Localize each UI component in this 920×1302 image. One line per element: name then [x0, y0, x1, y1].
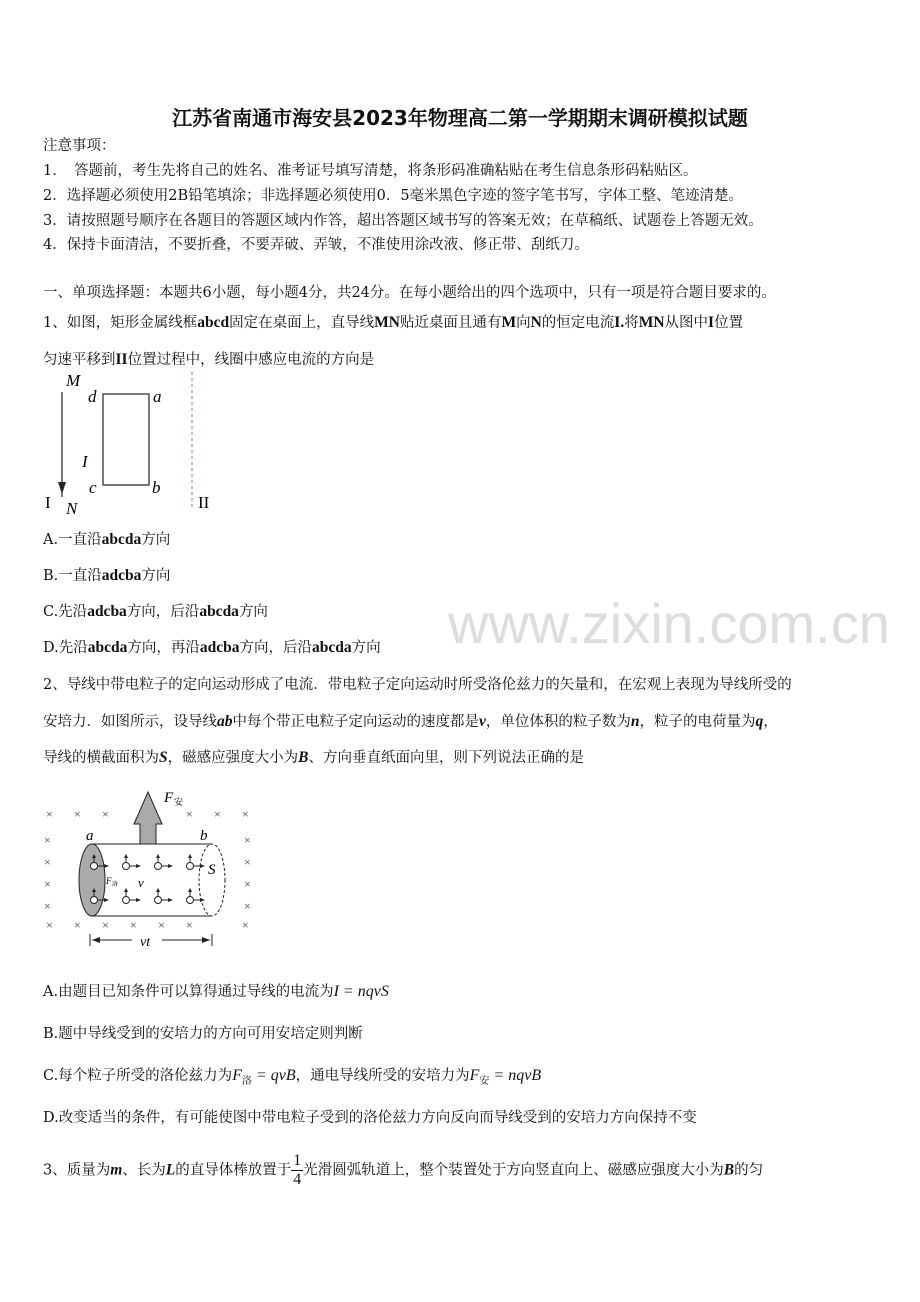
field-cross-mark: ×: [242, 918, 249, 932]
page-title: 江苏省南通市海安县2023年物理高二第一学期期末调研模拟试题: [172, 106, 748, 130]
label-current: I: [82, 452, 88, 471]
label-d: d: [88, 387, 97, 406]
q1-option-c[interactable]: C.先沿adcba方向，后沿abcda方向: [43, 603, 268, 620]
arrow-left-icon: [92, 937, 100, 943]
label-v: v: [138, 875, 144, 890]
wire-cross-section-a: [79, 844, 105, 916]
ampere-force-arrow-icon: [134, 792, 162, 844]
charged-particle: [123, 888, 142, 904]
notice-heading: 注意事项：: [43, 138, 116, 154]
field-cross-mark: ×: [74, 807, 81, 821]
field-cross-mark: ×: [244, 877, 251, 891]
q1-option-b[interactable]: B.一直沿adcba方向: [43, 567, 171, 584]
notice-item: 4．保持卡面清洁，不要折叠，不要弄破、弄皱，不准使用涂改液、修正带、刮纸刀。: [43, 237, 589, 253]
label-vt: vt: [140, 935, 151, 950]
label-c: c: [89, 478, 97, 497]
field-cross-mark: ×: [46, 918, 53, 932]
field-cross-mark: ×: [44, 877, 51, 891]
q2-option-b[interactable]: B.题中导线受到的安培力的方向可用安培定则判断: [43, 1026, 363, 1042]
charged-particle: [155, 888, 174, 904]
field-cross-mark: ×: [244, 899, 251, 913]
wire-end-b: [199, 844, 225, 916]
label-b: b: [200, 828, 208, 844]
charged-particle: [123, 854, 142, 870]
label-f-lorentz-sub: 洛: [112, 882, 119, 888]
arrow-right-icon: [202, 937, 210, 943]
label-a: a: [86, 828, 94, 844]
loop-abcd: [103, 394, 149, 485]
q1-line2: 匀速平移到II位置过程中，线圈中感应电流的方向是: [43, 351, 375, 368]
label-f-lorentz: F: [106, 876, 112, 886]
q2-line3: 导线的横截面积为S，磁感应强度大小为B、方向垂直纸面向里，则下列说法正确的是: [43, 749, 584, 766]
label-f-ampere-sub: 安: [174, 797, 184, 807]
q2-option-a[interactable]: A.由题目已知条件可以算得通过导线的电流为I = nqvS: [43, 983, 389, 1000]
watermark: www.zixin.com.cn: [448, 592, 890, 655]
label-position-i: I: [45, 493, 51, 512]
field-cross-mark: ×: [74, 918, 81, 932]
q1-line1: 1、如图，矩形金属线框abcd固定在桌面上，直导线MN贴近桌面且通有M向N的恒定电流I.将MN从图中I位置: [43, 314, 744, 331]
field-cross-mark: ×: [44, 855, 51, 869]
label-f-ampere: F: [164, 790, 174, 806]
q3-line1: 3、质量为m、长为L的直导体棒放置于 $\frac{1}{4}$ 光滑圆弧轨道上，整个装置处于方向竖直向上、磁感应强度大小为B的匀: [43, 1152, 764, 1188]
field-cross-mark: ×: [186, 918, 193, 932]
charged-particle: [187, 888, 206, 904]
field-cross-mark: ×: [242, 807, 249, 821]
field-cross-mark: ×: [186, 807, 193, 821]
fraction-quarter: $\frac{1}{4}$: [293, 1152, 302, 1188]
section-heading: 一、单项选择题：本题共6小题，每小题4分，共24分。在每小题给出的四个选项中，只有一项是符合题目要求的。: [43, 285, 776, 301]
q1-figure: [40, 372, 220, 520]
field-cross-mark: ×: [244, 855, 251, 869]
field-cross-mark: ×: [244, 833, 251, 847]
notice-item: 1． 答题前，考生先将自己的姓名、准考证号填写清楚，将条形码准确粘贴在考生信息条形码粘贴区。: [43, 163, 698, 179]
q2-line1: 2、导线中带电粒子的定向运动形成了电流．带电粒子定向运动时所受洛伦兹力的矢量和，在宏观上表现为导线所受的: [43, 677, 792, 693]
q1-option-a[interactable]: A.一直沿abcda方向: [43, 531, 171, 548]
label-s: S: [208, 862, 216, 878]
field-cross-mark: ×: [44, 899, 51, 913]
current-arrow-icon: [58, 482, 66, 494]
label-position-ii: II: [198, 493, 210, 512]
charged-particle: [155, 854, 174, 870]
field-cross-mark: ×: [130, 918, 137, 932]
q1-option-d[interactable]: D.先沿abcda方向，再沿adcba方向，后沿abcda方向: [43, 639, 381, 656]
q2-line2: 安培力．如图所示，设导线ab中每个带正电粒子定向运动的速度都是v，单位体积的粒子数为n，粒子的电荷量为q，: [43, 713, 778, 730]
label-b: b: [152, 478, 161, 497]
field-cross-mark: ×: [214, 807, 221, 821]
q2-figure: [40, 780, 260, 950]
q2-option-d[interactable]: D.改变适当的条件，有可能使图中带电粒子受到的洛伦兹力方向反向而导线受到的安培力方向保持不变: [43, 1110, 697, 1126]
label-a: a: [153, 387, 162, 406]
label-m: M: [66, 372, 81, 390]
field-cross-mark: ×: [102, 807, 109, 821]
charged-particle: [187, 854, 206, 870]
field-cross-mark: ×: [46, 807, 53, 821]
field-cross-mark: ×: [102, 918, 109, 932]
field-cross-mark: ×: [158, 918, 165, 932]
notice-item: 3．请按照题号顺序在各题目的答题区域内作答，超出答题区域书写的答案无效；在草稿纸、试题卷上答题无效。: [43, 213, 763, 229]
q2-option-c[interactable]: C.每个粒子所受的洛伦兹力为$F_洛$ = qvB，通电导线所受的安培力为$F_安$ = nqvB: [43, 1067, 542, 1087]
field-cross-mark: ×: [44, 833, 51, 847]
label-n: N: [66, 499, 78, 518]
notice-item: 2．选择题必须使用2B铅笔填涂；非选择题必须使用0．5毫米黑色字迹的签字笔书写，字体工整、笔迹清楚。: [43, 188, 744, 204]
